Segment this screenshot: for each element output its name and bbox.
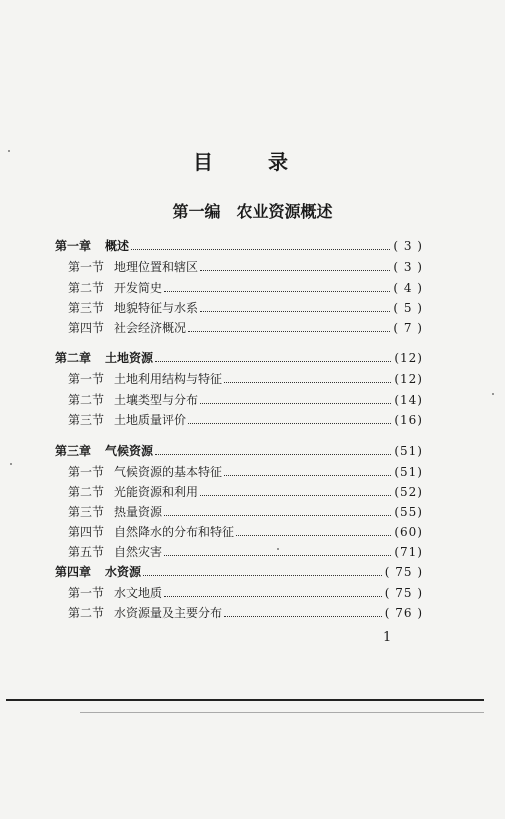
entry-number: 第二节 [68,606,105,620]
scan-speck [492,393,494,395]
entry-title: 热量资源 [114,505,163,519]
page-title: 目 录 [193,150,312,174]
entry-number: 第三章 [55,444,92,458]
entry-page: ( 75 ) [384,565,423,579]
dot-leader [236,534,391,536]
entry-number: 第一节 [68,372,105,386]
entry-title: 水资源量及主要分布 [114,606,223,620]
entry-title: 土壤类型与分布 [114,393,199,407]
entry-page: ( 4 ) [393,281,423,295]
toc-entry-section [68,369,423,387]
toc-entry-section [68,278,423,296]
dot-leader [200,494,391,496]
entry-page: ( 3 ) [393,260,423,274]
entry-title: 概述 [105,239,130,253]
bottom-rule-faint [80,712,484,713]
toc-entry-section [68,257,423,275]
dot-leader [224,615,382,617]
entry-title: 光能资源和利用 [114,485,199,499]
entry-title: 自然灾害 [114,545,163,559]
entry-number: 第二章 [55,351,92,365]
dot-leader [164,514,391,516]
entry-title: 气候资源的基本特征 [114,465,223,479]
toc-entry-section [68,603,423,621]
entry-number: 第五节 [68,545,105,559]
toc-entry-section [68,583,423,601]
toc-entry-section [68,298,423,316]
entry-page: ( 75 ) [384,586,423,600]
scan-speck [10,463,12,465]
dot-leader [164,595,382,597]
entry-number: 第三节 [68,413,105,427]
toc-entry-section [68,390,423,408]
entry-title: 地貌特征与水系 [114,301,199,315]
entry-number: 第三节 [68,301,105,315]
entry-number: 第一节 [68,465,105,479]
entry-page: (55) [394,505,423,519]
toc-entry-chapter [55,236,423,254]
dot-leader [200,269,390,271]
dot-leader [164,290,390,292]
entry-page: (51) [394,465,423,479]
toc-entry-section [68,522,423,540]
bottom-rule [6,699,484,701]
dot-leader [164,554,391,556]
entry-number: 第四节 [68,321,105,335]
toc-entry-chapter [55,562,423,580]
dot-leader [188,422,391,424]
entry-page: (16) [394,413,423,427]
entry-page: ( 3 ) [393,239,423,253]
dot-leader [200,310,390,312]
dot-leader [200,402,391,404]
toc-entry-section [68,410,423,428]
part-heading: 第一编 农业资源概述 [172,202,333,221]
entry-page: ( 7 ) [393,321,423,335]
entry-page: (12) [394,372,423,386]
entry-number: 第一节 [68,586,105,600]
toc-entry-chapter [55,348,423,366]
toc-entry-section [68,542,423,560]
entry-number: 第二节 [68,485,105,499]
entry-number: 第二节 [68,393,105,407]
dot-leader [155,453,391,455]
entry-title: 开发简史 [114,281,163,295]
dot-leader [155,360,391,362]
entry-title: 水资源 [105,565,142,579]
entry-page: (71) [394,545,423,559]
entry-title: 自然降水的分布和特征 [114,525,235,539]
toc-entry-section [68,482,423,500]
entry-title: 气候资源 [105,444,154,458]
dot-leader [224,381,391,383]
entry-page: (12) [394,351,423,365]
toc-entry-section [68,318,423,336]
entry-number: 第二节 [68,281,105,295]
entry-page: (60) [394,525,423,539]
entry-page: (52) [394,485,423,499]
page-number: 1 [383,630,392,645]
entry-page: ( 5 ) [393,301,423,315]
entry-number: 第四章 [55,565,92,579]
entry-title: 社会经济概况 [114,321,187,335]
toc-entry-chapter [55,441,423,459]
entry-number: 第一节 [68,260,105,274]
entry-title: 土地质量评价 [114,413,187,427]
entry-title: 土地利用结构与特征 [114,372,223,386]
entry-title: 地理位置和辖区 [114,260,199,274]
dot-leader [131,248,390,250]
entry-number: 第三节 [68,505,105,519]
entry-number: 第四节 [68,525,105,539]
dot-leader [143,574,382,576]
entry-number: 第一章 [55,239,92,253]
toc-entry-section [68,502,423,520]
entry-page: ( 76 ) [384,606,423,620]
dot-leader [188,330,390,332]
dot-leader [224,474,391,476]
entry-title: 水文地质 [114,586,163,600]
entry-page: (51) [394,444,423,458]
toc-entry-section [68,462,423,480]
entry-page: (14) [394,393,423,407]
entry-title: 土地资源 [105,351,154,365]
